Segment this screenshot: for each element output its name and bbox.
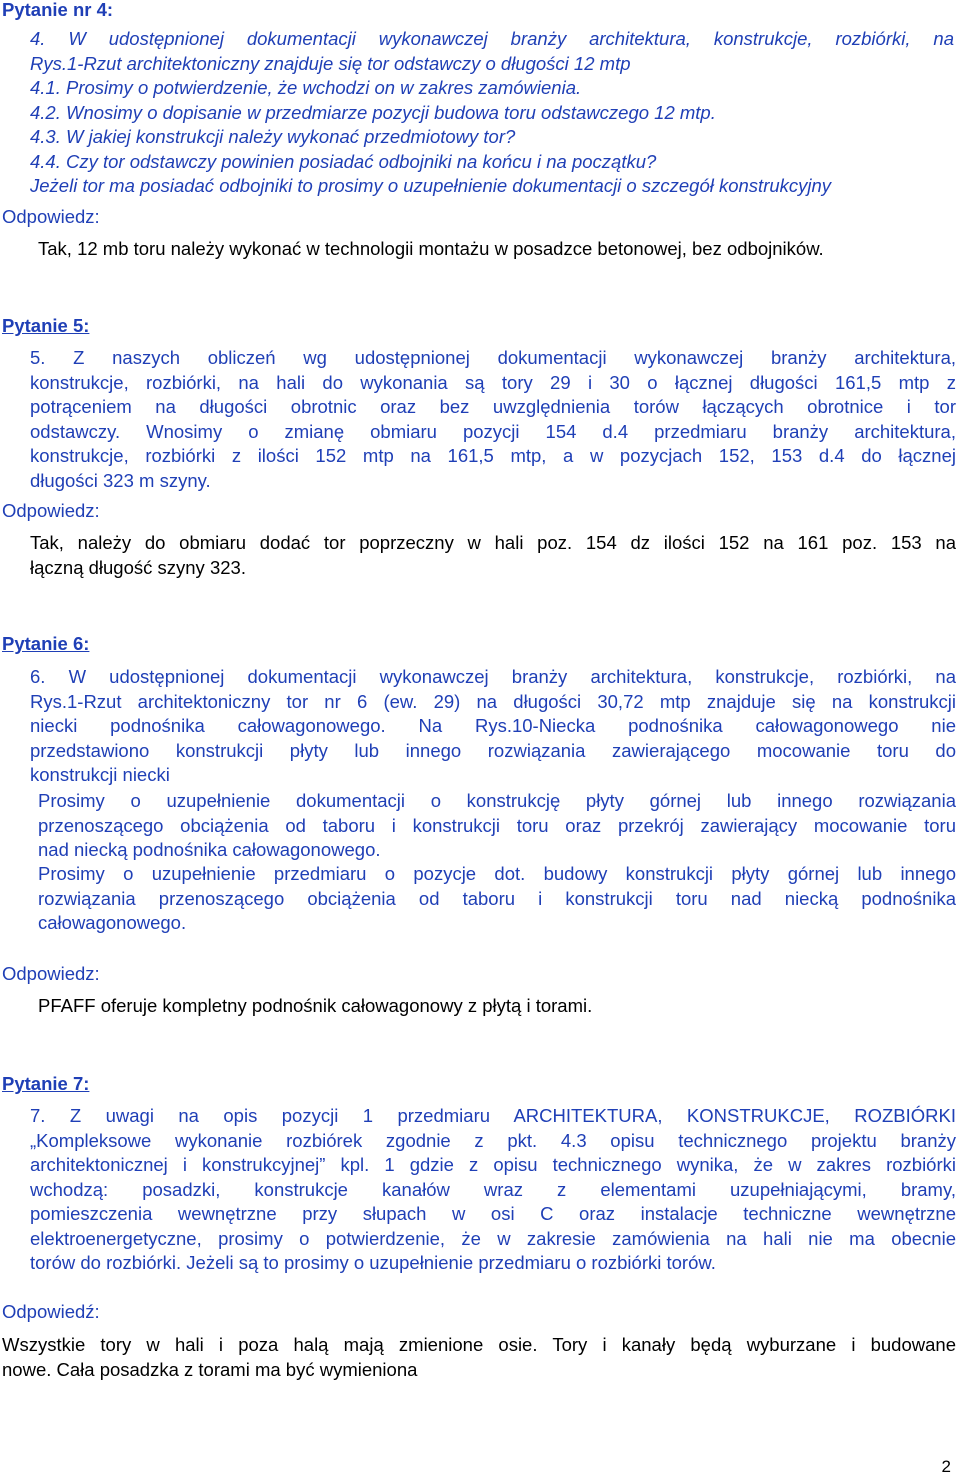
answer-line: PFAFF oferuje kompletny podnośnik całowagonowy z płytą i torami. xyxy=(38,995,593,1016)
text-line: architektonicznej i konstrukcyjnej” kpl. 1 gdzie z opisu technicznego wynika, że w zakres rozbiórki xyxy=(30,1154,956,1175)
text-line: 4.2. Wnosimy o dopisanie w przedmiarze pozycji budowa toru odstawczego 12 mtp. xyxy=(30,101,716,123)
text-line: rozwiązania przenoszącego obciążenia od taboru i konstrukcji toru nad niecką podnośnika xyxy=(38,887,956,909)
text-line: pomieszczenia wewnętrzne przy słupach w osi C oraz instalacje techniczne wewnętrzne xyxy=(30,1203,956,1224)
text-line: 7. Z uwagi na opis pozycji 1 przedmiaru ARCHITEKTURA, KONSTRUKCJE, ROZBIÓRKI xyxy=(30,1105,956,1126)
question-6-answer xyxy=(38,994,954,1019)
answer-line: łączną długość szyny 323. xyxy=(30,556,246,578)
text-line: 4.4. Czy tor odstawczy powinien posiadać odbojniki na końcu i na początku? xyxy=(30,150,657,172)
text-line: konstrukcje, rozbiórki z ilości 152 mtp na 161,5 mtp, a w pozycjach 152, 153 d.4 do łącznej xyxy=(30,445,956,466)
question-4-answer xyxy=(38,237,954,262)
text-line: przenoszącego obciążenia od taboru i konstrukcji toru oraz przekrój zawierający mocowanie toru xyxy=(38,814,956,836)
question-6-heading: Pytanie 6: xyxy=(2,633,90,654)
text-line: wchodzą: posadzki, konstrukcje kanałów wraz z elementami uzupełniającymi, bramy, xyxy=(30,1178,956,1200)
text-line: przedstawiono konstrukcji płyty lub innego rozwiązania zawierającego mocowanie toru do xyxy=(30,739,956,761)
text-line: 4. W udostępnionej dokumentacji wykonawczej branży architektura, konstrukcje, rozbiórki, na xyxy=(30,28,954,49)
question-5-text xyxy=(30,346,956,493)
question-6-text xyxy=(30,665,956,788)
answer-line: Tak, należy do obmiaru dodać tor poprzeczny w hali poz. 154 dz ilości 152 na 161 poz. 153 na xyxy=(30,532,956,553)
question-5-answer-label: Odpowiedz: xyxy=(2,500,100,521)
text-line: nad niecką podnośnika całowagonowego. xyxy=(38,839,381,860)
answer-line: Wszystkie tory w hali i poza halą mają zmienione osie. Tory i kanały będą wyburzane i budowane xyxy=(2,1334,956,1355)
question-7-text xyxy=(30,1104,956,1276)
question-7-heading: Pytanie 7: xyxy=(2,1073,90,1094)
question-6-answer-label: Odpowiedz: xyxy=(2,963,100,984)
text-line: elektroenergetyczne, prosimy o potwierdzenie, że w zakresie zamówienia na hali nie ma obecnie xyxy=(30,1227,956,1249)
text-line: całowagonowego. xyxy=(38,912,187,933)
text-line: Prosimy o uzupełnienie przedmiaru o pozycje dot. budowy konstrukcji płyty górnej lub innego xyxy=(38,863,956,884)
question-4-text xyxy=(30,27,954,52)
question-4-answer-label: Odpowiedz: xyxy=(2,206,100,227)
question-7-answer-label: Odpowiedź: xyxy=(2,1301,100,1322)
answer-line: Tak, 12 mb toru należy wykonać w technologii montażu w posadzce betonowej, bez odbojników. xyxy=(38,238,824,259)
question-6-request-2 xyxy=(38,862,956,936)
text-line: 4.3. W jakiej konstrukcji należy wykonać przedmiotowy tor? xyxy=(30,126,516,147)
text-line: 5. Z naszych obliczeń wg udostępnionej dokumentacji wykonawczej branży architektura, xyxy=(30,347,956,368)
question-7-answer-text xyxy=(2,1333,956,1382)
text-line: Prosimy o uzupełnienie dokumentacji o konstrukcję płyty górnej lub innego rozwiązania xyxy=(38,790,956,811)
answer-line: nowe. Cała posadzka z torami ma być wymieniona xyxy=(2,1358,418,1380)
text-line: odstawczy. Wnosimy o zmianę obmiaru pozycji 154 d.4 przedmiaru branży architektura, xyxy=(30,420,956,442)
text-line: niecki podnośnika całowagonowego. Na Rys.10-Niecka podnośnika całowagonowego nie xyxy=(30,715,956,736)
text-line: konstrukcje, rozbiórki, na hali do wykonania są tory 29 i 30 o łącznej długości 161,5 mtp z xyxy=(30,371,956,393)
text-line: potrąceniem na długości obrotnic oraz bez uwzględnienia torów łączących obrotnice i tor xyxy=(30,396,956,417)
text-line: 6. W udostępnionej dokumentacji wykonawczej branży architektura, konstrukcje, rozbiórki, na xyxy=(30,666,956,687)
text-line: Rys.1-Rzut architektoniczny znajduje się tor odstawczy o długości 12 mtp xyxy=(30,52,631,74)
text-line: długości 323 m szyny. xyxy=(30,469,211,491)
question-4-subitems xyxy=(30,52,954,199)
text-line: „Kompleksowe wykonanie rozbiórek zgodnie z pkt. 4.3 opisu technicznego projektu branży xyxy=(30,1129,956,1151)
text-line: konstrukcji niecki xyxy=(30,764,170,785)
text-line: Rys.1-Rzut architektoniczny tor nr 6 (ew. 29) na długości 30,72 mtp znajduje się na konstrukcji xyxy=(30,690,956,712)
page-number: 2 xyxy=(941,1457,951,1476)
question-6-request-1 xyxy=(38,789,956,863)
question-5-heading: Pytanie 5: xyxy=(2,315,90,336)
question-4-heading: Pytanie nr 4: xyxy=(2,0,114,20)
question-5-answer xyxy=(30,531,956,580)
text-line: Jeżeli tor ma posiadać odbojniki to prosimy o uzupełnienie dokumentacji o szczegół konstrukcyjny xyxy=(30,175,832,196)
text-line: 4.1. Prosimy o potwierdzenie, że wchodzi on w zakres zamówienia. xyxy=(30,77,582,98)
text-line: torów do rozbiórki. Jeżeli są to prosimy o uzupełnienie przedmiaru o rozbiórki torów. xyxy=(30,1252,716,1273)
